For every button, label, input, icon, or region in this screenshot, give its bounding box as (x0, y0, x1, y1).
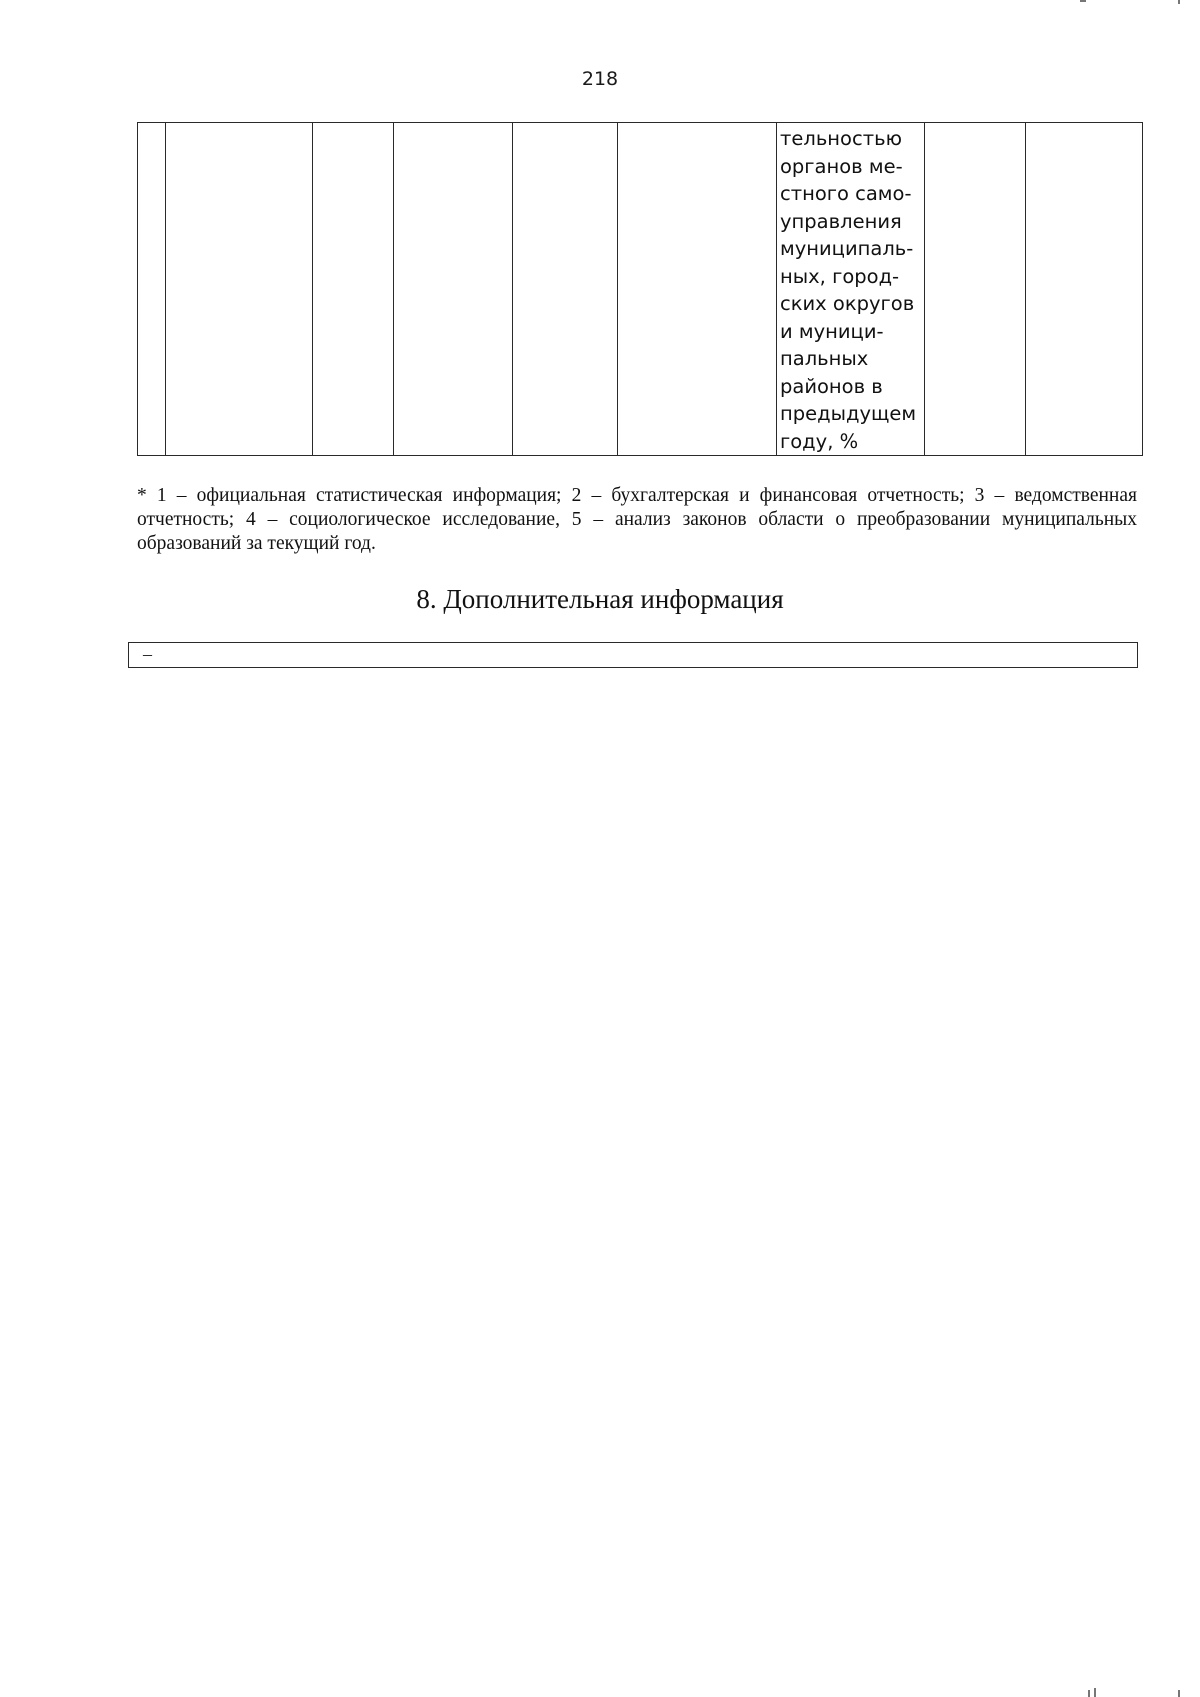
table-cell-6 (618, 123, 777, 456)
scan-speck (1178, 0, 1180, 4)
table-cell-3 (313, 123, 394, 456)
scan-speck (1088, 1690, 1090, 1697)
indicator-name-text: тельностью органов ме- стного само- управления муниципаль- ных, город- ских округов и муници- пальных районов в предыдущем году, % (780, 127, 917, 453)
table-cell-2 (166, 123, 313, 456)
table-cell-1 (138, 123, 166, 456)
table-cell-9 (1026, 123, 1143, 456)
indicator-table-fragment (137, 122, 1143, 456)
table-cell-8 (925, 123, 1026, 456)
table-row (138, 123, 1143, 456)
scan-speck (1178, 1690, 1180, 1697)
scan-speck (1080, 0, 1086, 2)
scan-speck (1094, 1688, 1096, 1697)
source-footnote: * 1 – официальная статистическая информация; 2 – бухгалтерская и финансовая отчетность; 3 – ведомственная отчетность; 4 – социологическое исследование, 5 – анализ законов области о преобразовании муниципальных образований за текущий год. (137, 485, 1137, 554)
table-cell-4 (394, 123, 513, 456)
additional-info-box (128, 642, 1138, 668)
section-title: 8. Дополнительная информация (416, 584, 784, 614)
additional-info-content: – (143, 644, 152, 664)
page-number: 218 (581, 68, 619, 90)
table-cell-indicator-name (777, 123, 925, 456)
table-cell-5 (513, 123, 618, 456)
